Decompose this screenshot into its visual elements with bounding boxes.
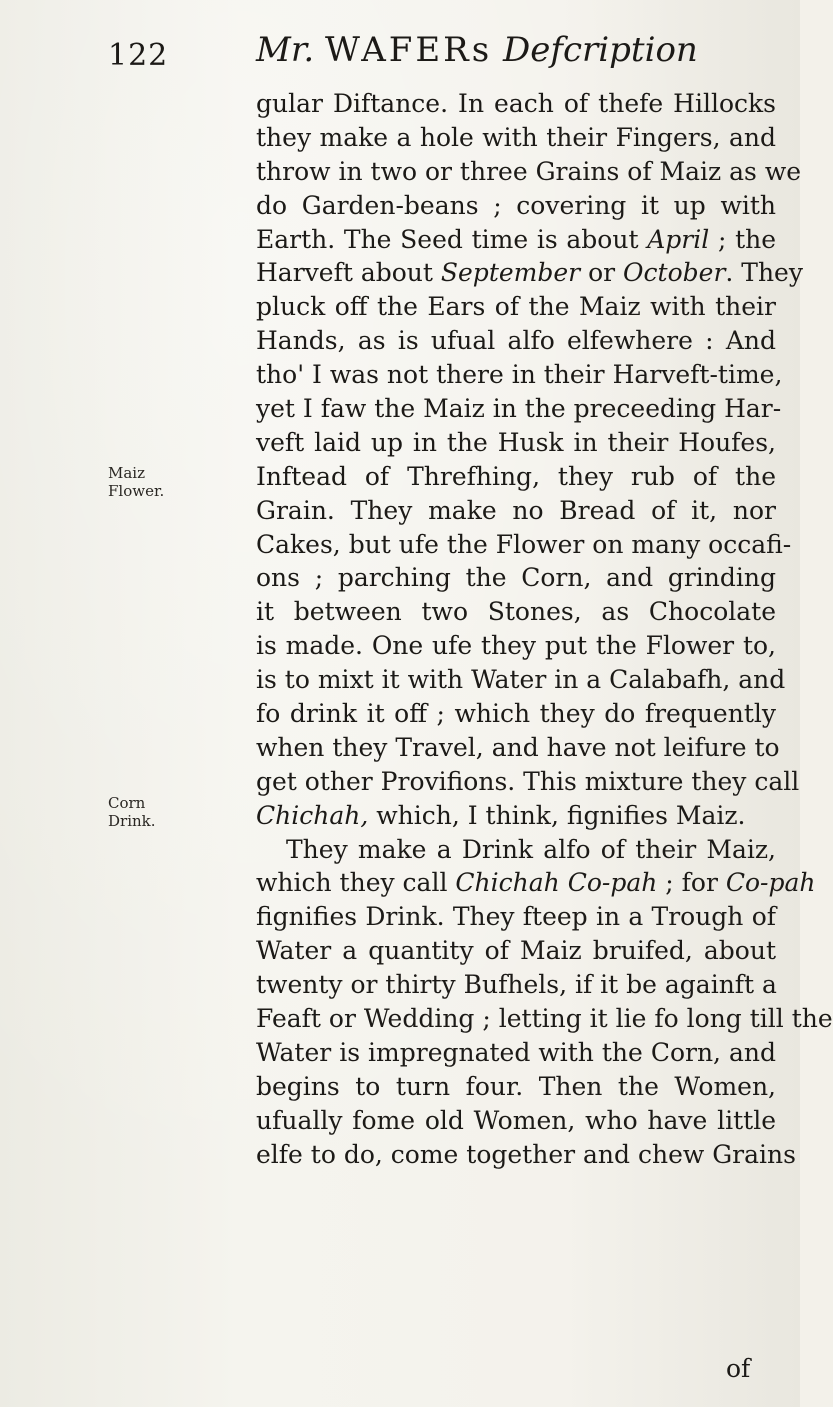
text-segment: . They xyxy=(725,258,803,288)
italic-october: October xyxy=(623,258,726,288)
sidenote-maiz: Maiz xyxy=(108,464,146,482)
text-line: it between two Stones, as Chocolate xyxy=(256,597,776,627)
page-number: 122 xyxy=(108,38,169,73)
text-line: Inftead of Threfhing, they rub of the xyxy=(256,461,776,491)
italic-april: April xyxy=(647,224,710,254)
text-line: they make a hole with their Fingers, and xyxy=(256,122,776,152)
text-line: Water a quantity of Maiz bruifed, about xyxy=(256,936,776,966)
text-segment: ; for xyxy=(665,868,718,898)
italic-chichah-copah: Chichah Co-pah xyxy=(455,868,658,898)
text-segment: which they call xyxy=(256,868,448,898)
text-line xyxy=(256,866,816,900)
text-line xyxy=(256,256,803,290)
text-line: gular Diftance. In each of thefe Hillocks xyxy=(256,89,776,118)
text-line: They make a Drink alfo of their Maiz, xyxy=(286,834,776,864)
sidenote-corn: Corn xyxy=(108,794,146,812)
sidenote-flower: Flower. xyxy=(108,482,165,500)
text-line: veft laid up in the Husk in their Houfes, xyxy=(256,427,776,457)
sidenote-corn-drink xyxy=(108,794,156,830)
catchword: of xyxy=(726,1354,751,1383)
text-segment: or xyxy=(588,258,616,288)
text-line: Feaft or Wedding ; letting it lie fo long till the xyxy=(256,1004,833,1034)
running-head-description: Defcription xyxy=(503,30,698,70)
text-segment: Earth. The Seed time is about xyxy=(256,224,639,254)
text-line: Cakes, but ufe the Flower on many occafi- xyxy=(256,529,792,559)
running-head-mr: Mr. xyxy=(256,30,315,70)
running-head-wafer: WAFERs xyxy=(324,30,493,70)
text-line: throw in two or three Grains of Maiz as we xyxy=(256,156,802,186)
text-segment: Harveft about xyxy=(256,258,433,288)
text-line: yet I faw the Maiz in the preceeding Har- xyxy=(256,394,782,424)
text-line: fo drink it off ; which they do frequently xyxy=(256,699,776,729)
text-line: pluck off the Ears of the Maiz with their xyxy=(256,292,776,322)
sidenote-maiz-flower xyxy=(108,464,164,500)
italic-copah: Co-pah xyxy=(725,868,816,898)
text-line: twenty or thirty Bufhels, if it be againft a xyxy=(256,970,777,1000)
text-line: Grain. They make no Bread of it, nor xyxy=(256,495,776,525)
text-segment: which, I think, fignifies Maiz. xyxy=(376,800,746,830)
text-line: is to mixt it with Water in a Calabafh, and xyxy=(256,665,786,695)
text-segment: ; the xyxy=(717,224,777,254)
text-line: do Garden-beans ; covering it up with xyxy=(256,190,776,220)
text-line: is made. One ufe they put the Flower to, xyxy=(256,631,776,661)
text-line: Water is impregnated with the Corn, and xyxy=(256,1037,776,1067)
running-head xyxy=(256,30,698,70)
text-line: get other Provifions. This mixture they call xyxy=(256,766,800,796)
sidenote-drink: Drink. xyxy=(108,812,156,830)
italic-chichah: Chichah, xyxy=(256,800,369,830)
text-line: Hands, as is ufual alfo elfewhere : And xyxy=(256,326,776,356)
text-line: elfe to do, come together and chew Grains xyxy=(256,1139,796,1169)
text-line: tho' I was not there in their Harveft-time, xyxy=(256,360,783,390)
text-line xyxy=(256,799,776,833)
text-line: ons ; parching the Corn, and grinding xyxy=(256,563,776,593)
text-line: begins to turn four. Then the Women, xyxy=(256,1071,776,1101)
text-line: fignifies Drink. They fteep in a Trough of xyxy=(256,902,776,932)
text-line: when they Travel, and have not leifure to xyxy=(256,732,780,762)
italic-september: September xyxy=(440,258,581,288)
text-line: ufually fome old Women, who have little xyxy=(256,1105,776,1135)
text-line xyxy=(256,223,776,257)
body-text xyxy=(256,87,833,1172)
